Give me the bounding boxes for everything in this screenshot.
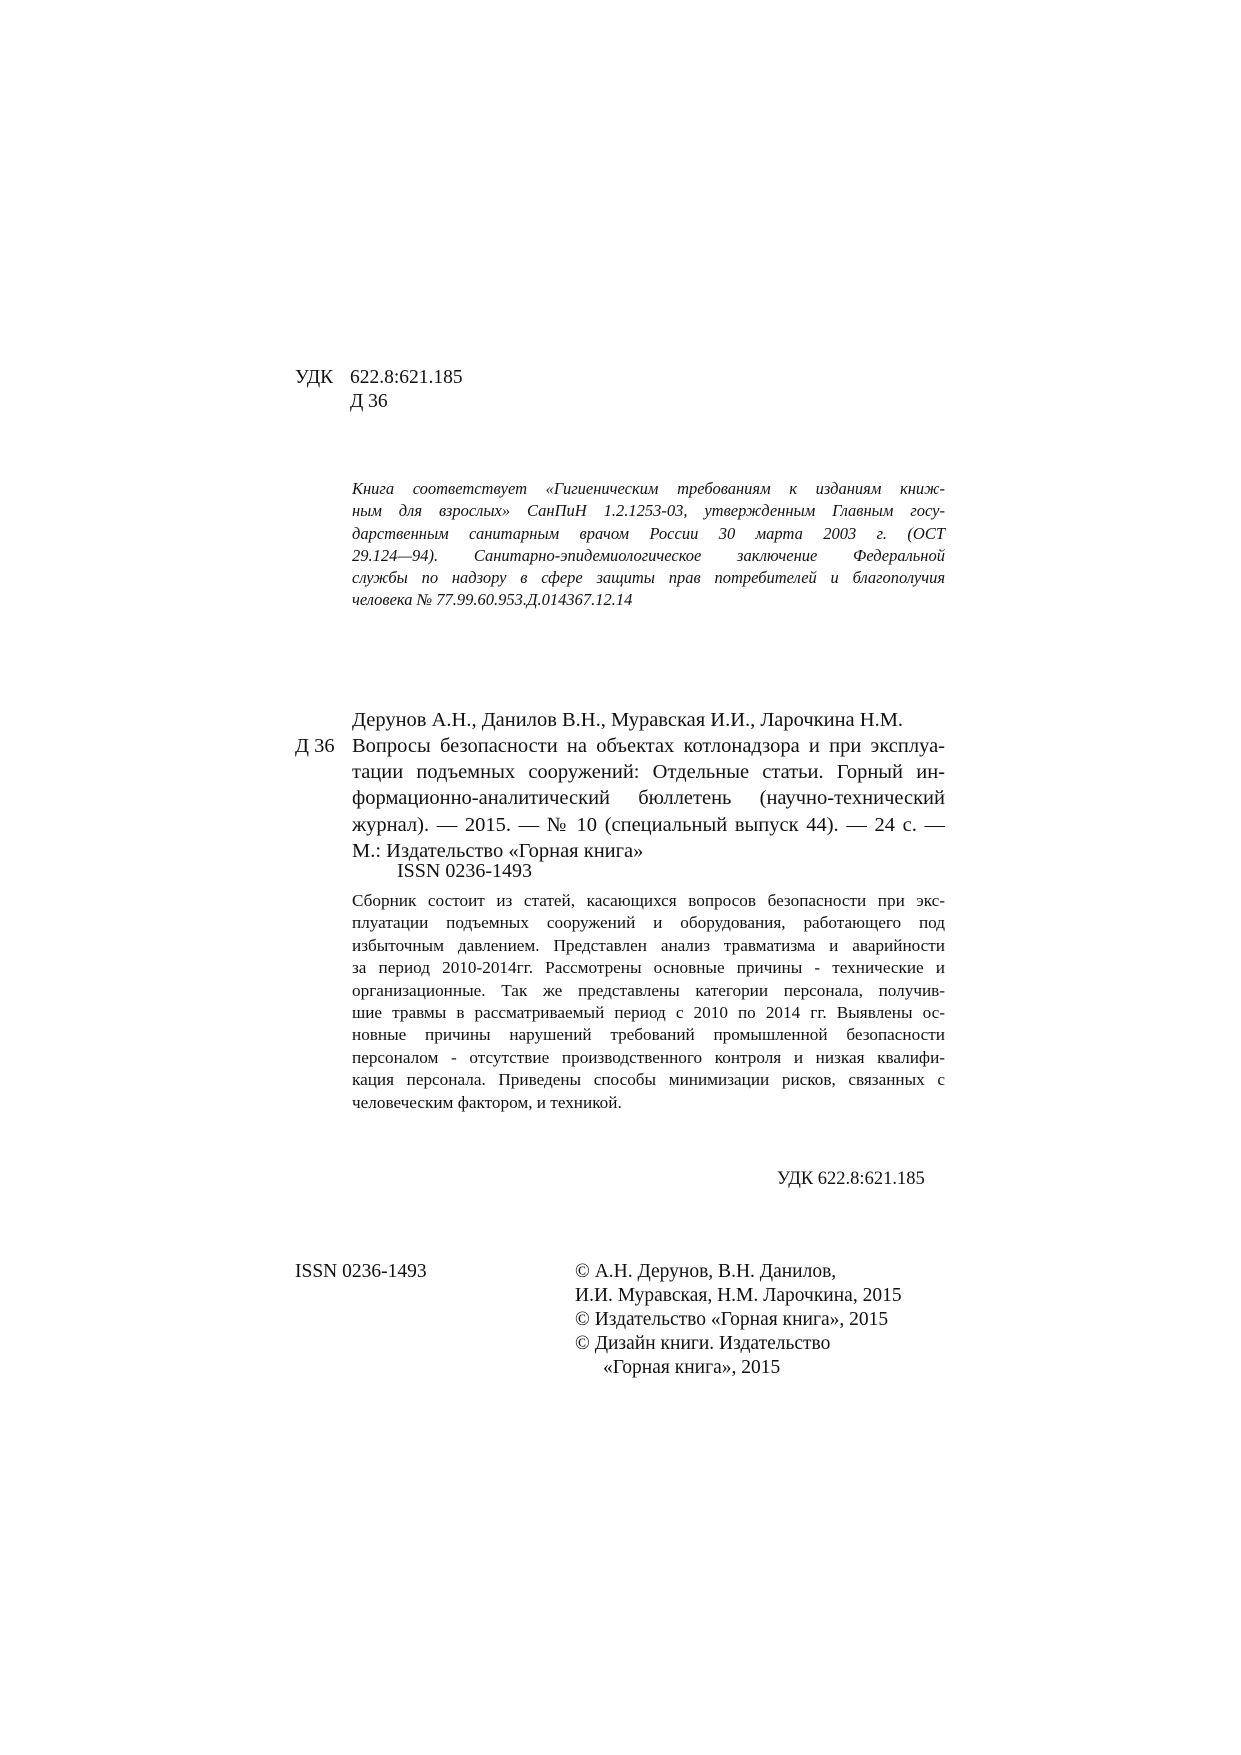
abstract-line: плуатации подъемных сооружений и оборудования, работающего под bbox=[352, 913, 945, 933]
author-mark: Д 36 bbox=[350, 391, 388, 412]
biblio-line: тации подъемных сооружений: Отдельные статьи. Горный ин- bbox=[352, 761, 945, 784]
biblio-issn: ISSN 0236-1493 bbox=[397, 860, 533, 882]
udk-footer: УДК 622.8:621.185 bbox=[777, 1169, 925, 1189]
hygiene-line: службы по надзору в сфере защиты прав потребителей и благополучия bbox=[352, 568, 945, 588]
copyright-line: И.И. Муравская, Н.М. Ларочкина, 2015 bbox=[575, 1285, 902, 1306]
abstract-line: человеческим фактором, и техникой. bbox=[352, 1092, 622, 1112]
abstract-line: кация персонала. Приведены способы минимизации рисков, связанных с bbox=[352, 1070, 945, 1090]
udk-header bbox=[295, 366, 463, 414]
abstract-line: шие травмы в рассматриваемый период с 2010 по 2014 гг. Выявлены ос- bbox=[352, 1003, 945, 1023]
copyright-line: © Издательство «Горная книга», 2015 bbox=[575, 1309, 889, 1330]
copyright-line: «Горная книга», 2015 bbox=[603, 1357, 781, 1378]
copyright-block bbox=[575, 1260, 902, 1380]
biblio-line: журнал). — 2015. — № 10 (специальный выпуск 44). — 24 с. — bbox=[352, 813, 945, 836]
authors-line: Дерунов А.Н., Данилов В.Н., Муравская И.И., Ларочкина Н.М. bbox=[352, 709, 904, 731]
copyright-line: © Дизайн книги. Издательство bbox=[575, 1333, 831, 1354]
hygiene-line: ным для взрослых» СанПиН 1.2.1253-03, утвержденным Главным госу- bbox=[352, 501, 945, 521]
hygiene-line: человека № 77.99.60.953.Д.014367.12.14 bbox=[352, 590, 633, 610]
abstract-line: избыточным давлением. Представлен анализ травматизма и аварийности bbox=[352, 935, 945, 955]
biblio-line: М.: Издательство «Горная книга» bbox=[352, 839, 644, 862]
copyright-line: © А.Н. Дерунов, В.Н. Данилов, bbox=[575, 1261, 837, 1282]
hygiene-line: дарственным санитарным врачом России 30 марта 2003 г. (ОСТ bbox=[352, 523, 945, 543]
biblio-line: Вопросы безопасности на объектах котлонадзора и при эксплуа- bbox=[352, 735, 945, 757]
abstract-line: новные причины нарушений требований промышленной безопасности bbox=[352, 1025, 945, 1045]
abstract-line: персоналом - отсутствие производственного контроля и низкая квалифи- bbox=[352, 1047, 945, 1067]
biblio-description bbox=[352, 733, 945, 864]
biblio-line: формационно-аналитический бюллетень (научно-технический bbox=[352, 787, 945, 810]
issn-bottom: ISSN 0236-1493 bbox=[295, 1261, 427, 1282]
udk-code: 622.8:621.185 bbox=[350, 367, 463, 388]
abstract-line: за период 2010-2014гг. Рассмотрены основные причины - технические и bbox=[352, 958, 945, 978]
biblio-code: Д 36 bbox=[295, 735, 335, 757]
hygiene-line: 29.124—94). Санитарно-эпидемиологическое заключение Федеральной bbox=[352, 545, 945, 565]
udk-label: УДК bbox=[295, 367, 334, 388]
abstract bbox=[352, 890, 945, 1114]
hygiene-note bbox=[352, 478, 945, 612]
hygiene-line: Книга соответствует «Гигиеническим требованиям к изданиям книж- bbox=[352, 479, 945, 498]
abstract-line: организационные. Так же представлены категории персонала, получив- bbox=[352, 980, 945, 1000]
abstract-line: Сборник состоит из статей, касающихся вопросов безопасности при экс- bbox=[352, 891, 945, 910]
